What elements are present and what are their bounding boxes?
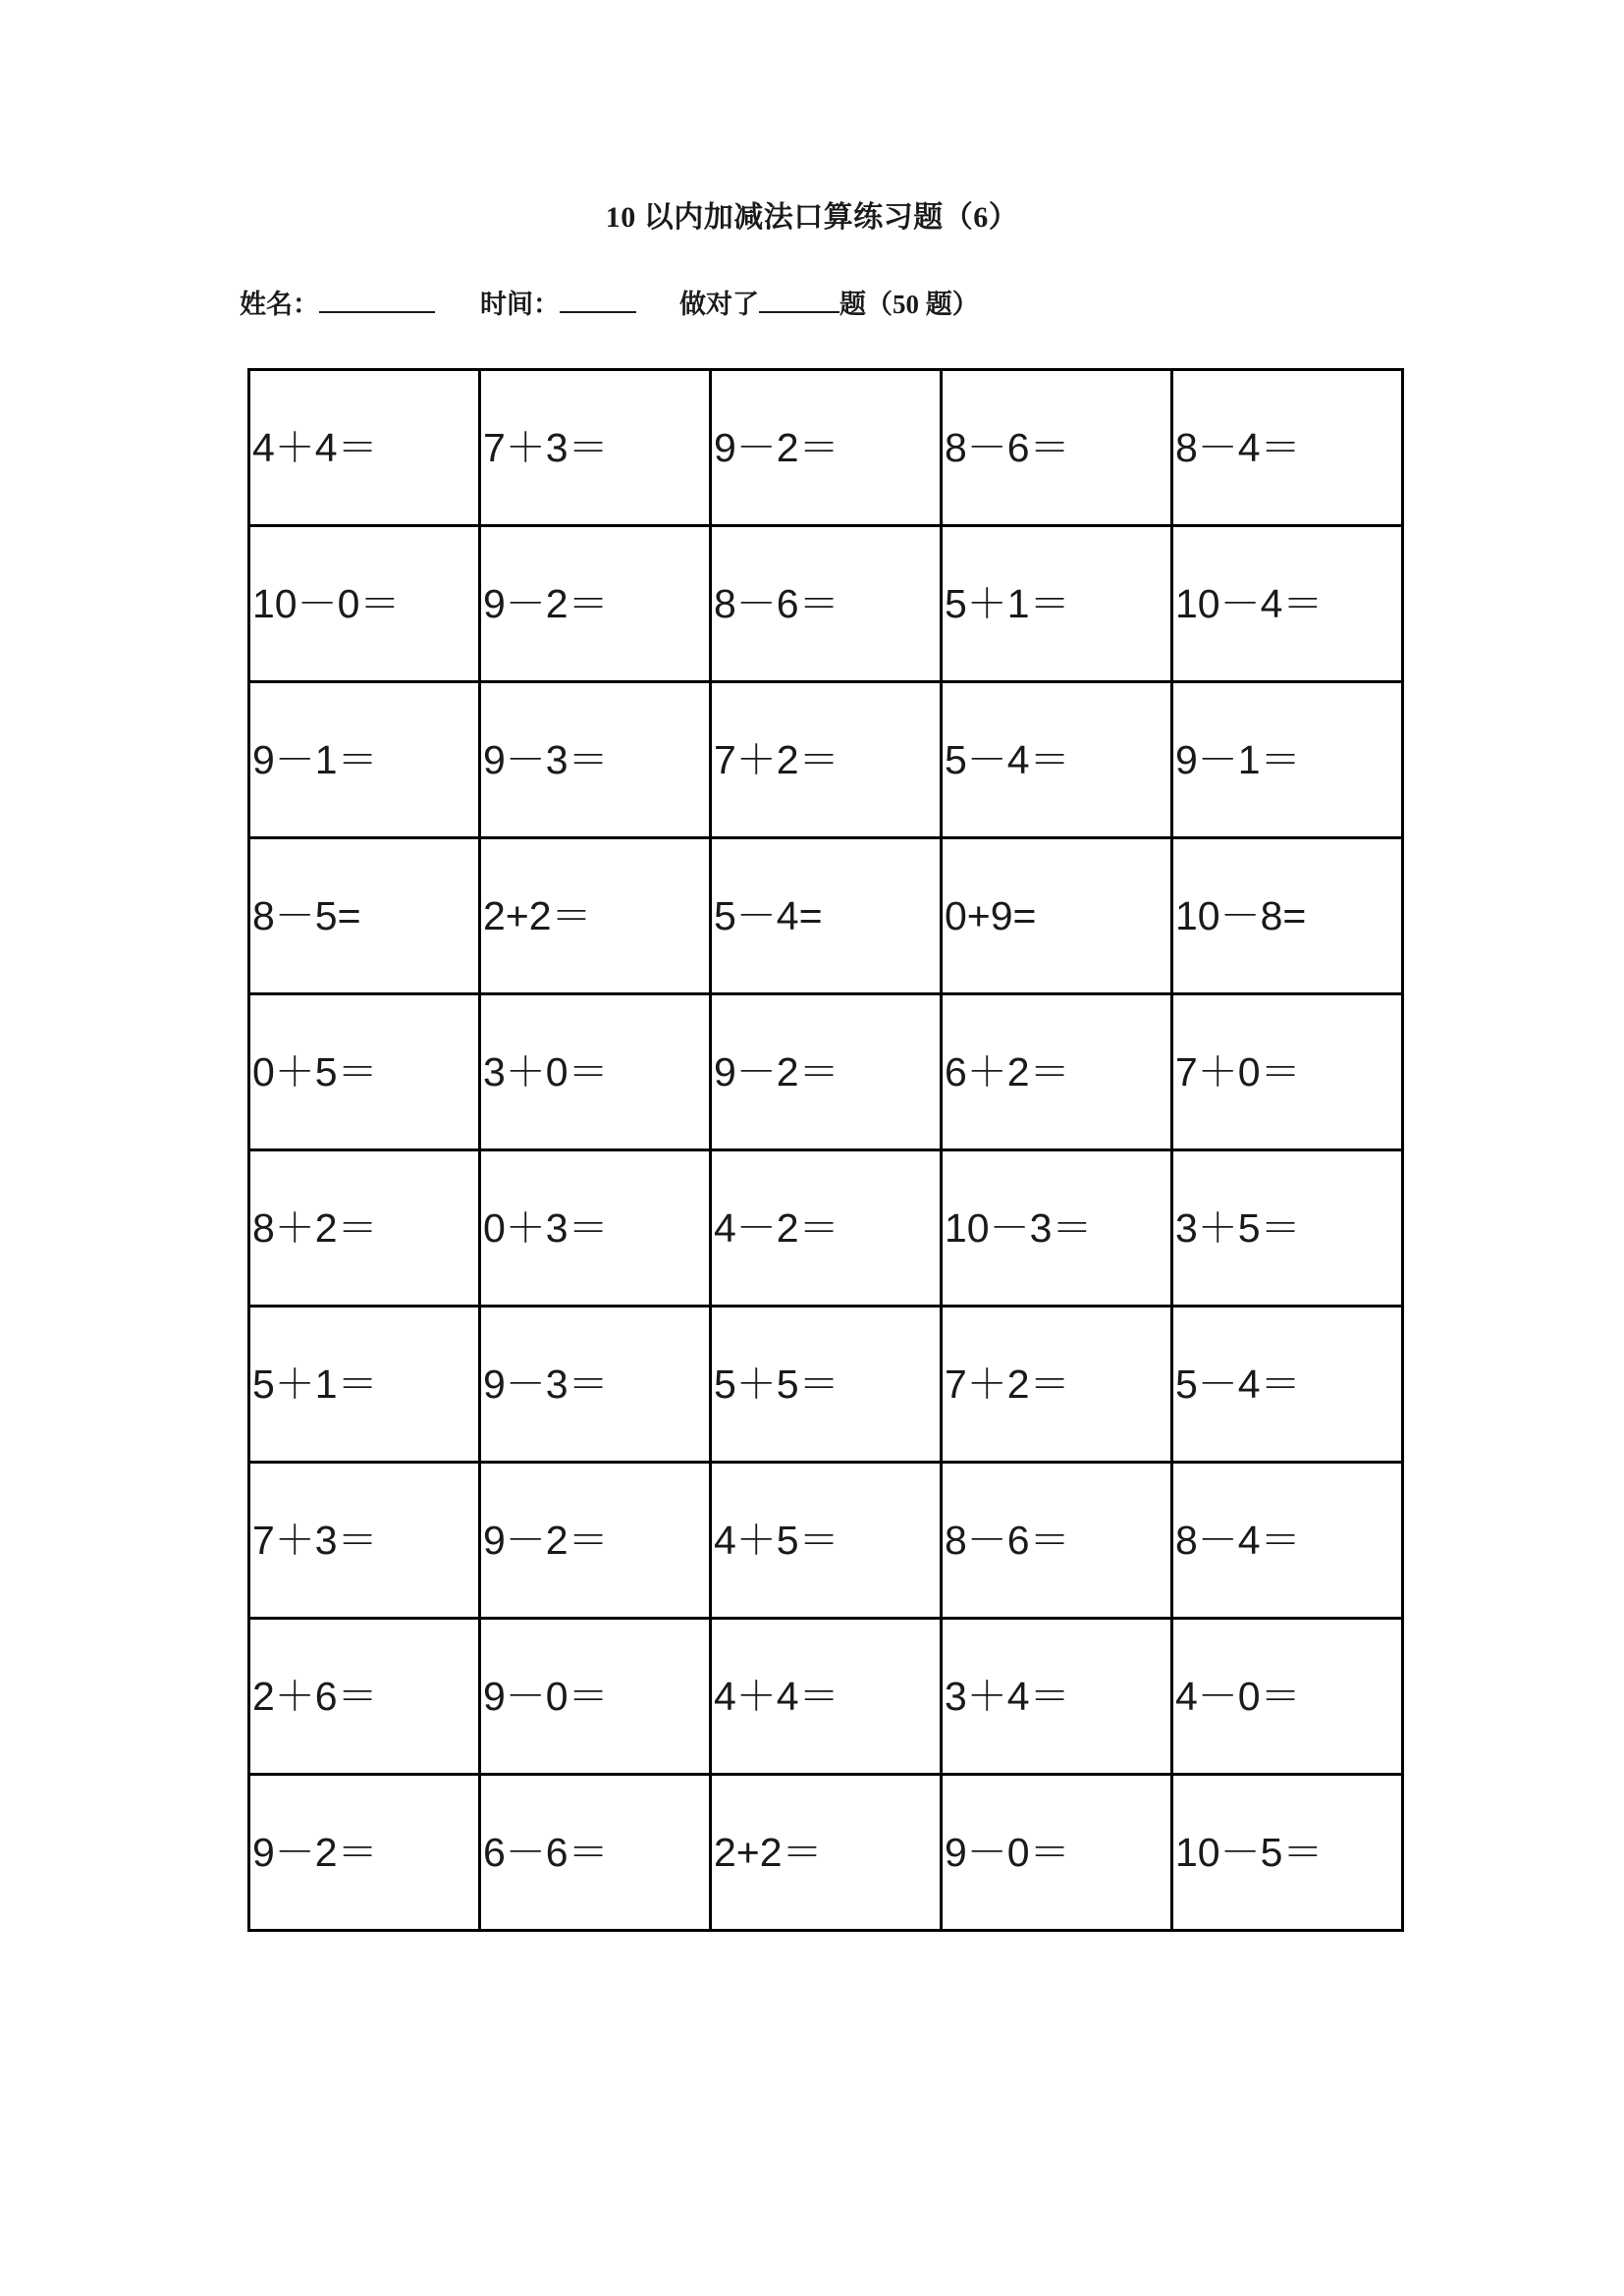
problem-cell[interactable] [480, 1150, 711, 1307]
name-label: 姓名： [240, 290, 319, 319]
problem-row [249, 1775, 1403, 1931]
problem-cell[interactable] [942, 526, 1172, 682]
problem-row [249, 838, 1403, 994]
problem-cell[interactable] [249, 370, 480, 526]
problem-expression: 4＋5＝ [714, 1517, 839, 1563]
problem-cell[interactable] [711, 370, 942, 526]
problem-expression: 8－5= [252, 892, 361, 938]
problem-expression: 9－2＝ [483, 580, 609, 626]
problem-cell[interactable] [249, 1307, 480, 1463]
problem-expression: 0＋3＝ [483, 1204, 609, 1251]
problem-cell[interactable] [942, 1463, 1172, 1619]
problem-cell[interactable] [480, 1619, 711, 1775]
problem-cell[interactable] [249, 1150, 480, 1307]
problem-expression: 5－4= [714, 892, 823, 938]
problem-cell[interactable] [711, 1775, 942, 1931]
problem-expression: 4－0＝ [1175, 1673, 1301, 1719]
problem-cell[interactable] [1172, 994, 1403, 1150]
problem-cell[interactable] [249, 838, 480, 994]
problem-cell[interactable] [942, 1307, 1172, 1463]
problem-cell[interactable] [1172, 838, 1403, 994]
problem-cell[interactable] [480, 526, 711, 682]
problem-expression: 7＋2＝ [945, 1361, 1070, 1407]
problem-cell[interactable] [480, 682, 711, 838]
problem-expression: 9－0＝ [483, 1673, 609, 1719]
problem-expression: 9－2＝ [483, 1517, 609, 1563]
problem-expression: 5－4＝ [945, 736, 1070, 782]
problem-expression: 9－2＝ [714, 424, 839, 470]
problem-cell[interactable] [942, 994, 1172, 1150]
total-problems-note: （50 题） [866, 290, 979, 319]
problem-expression: 2＋6＝ [252, 1673, 378, 1719]
problem-cell[interactable] [480, 370, 711, 526]
correct-count-label: 做对了 [679, 290, 759, 319]
problem-cell[interactable] [249, 1463, 480, 1619]
problem-cell[interactable] [711, 994, 942, 1150]
page-title: 10 以内加减法口算练习题（6） [605, 201, 1019, 234]
problem-cell[interactable] [711, 682, 942, 838]
problem-expression: 8－6＝ [714, 580, 839, 626]
name-input-blank[interactable] [319, 284, 435, 313]
problem-cell[interactable] [249, 682, 480, 838]
problem-row [249, 682, 1403, 838]
problem-expression: 7＋3＝ [252, 1517, 378, 1563]
problem-cell[interactable] [480, 838, 711, 994]
problem-cell[interactable] [711, 1619, 942, 1775]
problem-expression: 9－2＝ [714, 1048, 839, 1095]
problem-expression: 6－6＝ [483, 1829, 609, 1875]
problem-expression: 7＋2＝ [714, 736, 839, 782]
problem-cell[interactable] [711, 1463, 942, 1619]
problem-expression: 9－3＝ [483, 1361, 609, 1407]
problem-expression: 5－4＝ [1175, 1361, 1301, 1407]
problem-row [249, 370, 1403, 526]
problem-expression: 3＋5＝ [1175, 1204, 1301, 1251]
problem-cell[interactable] [1172, 1150, 1403, 1307]
problem-expression: 3＋4＝ [945, 1673, 1070, 1719]
problem-cell[interactable] [1172, 526, 1403, 682]
problem-expression: 2+2＝ [714, 1829, 823, 1875]
problem-expression: 10－3＝ [945, 1204, 1093, 1251]
problem-cell[interactable] [480, 1307, 711, 1463]
problem-expression: 8－6＝ [945, 424, 1070, 470]
problem-expression: 8－4＝ [1175, 1517, 1301, 1563]
problem-cell[interactable] [1172, 1307, 1403, 1463]
problem-expression: 2+2＝ [483, 892, 592, 938]
problem-expression: 10－4＝ [1175, 580, 1324, 626]
problem-cell[interactable] [942, 1619, 1172, 1775]
problem-cell[interactable] [249, 1775, 480, 1931]
problem-expression: 9－1＝ [252, 736, 378, 782]
problem-expression: 8－6＝ [945, 1517, 1070, 1563]
problem-cell[interactable] [1172, 1463, 1403, 1619]
student-info-line [240, 283, 1418, 321]
problem-cell[interactable] [1172, 682, 1403, 838]
problem-expression: 5＋1＝ [252, 1361, 378, 1407]
problem-expression: 9－1＝ [1175, 736, 1301, 782]
problem-cell[interactable] [480, 994, 711, 1150]
problem-grid-body [249, 370, 1403, 1931]
problem-cell[interactable] [480, 1463, 711, 1619]
problem-expression: 5＋1＝ [945, 580, 1070, 626]
problem-expression: 3＋0＝ [483, 1048, 609, 1095]
problem-cell[interactable] [249, 1619, 480, 1775]
problem-expression: 6＋2＝ [945, 1048, 1070, 1095]
time-input-blank[interactable] [560, 284, 636, 313]
problem-row [249, 526, 1403, 682]
problem-expression: 4＋4＝ [252, 424, 378, 470]
problem-expression: 10－5＝ [1175, 1829, 1324, 1875]
problem-expression: 9－2＝ [252, 1829, 378, 1875]
problem-cell[interactable] [249, 526, 480, 682]
correct-count-unit: 题 [839, 290, 866, 319]
problem-cell[interactable] [711, 1150, 942, 1307]
problem-expression: 5＋5＝ [714, 1361, 839, 1407]
problem-expression: 9－3＝ [483, 736, 609, 782]
problem-expression: 8－4＝ [1175, 424, 1301, 470]
problem-cell[interactable] [480, 1775, 711, 1931]
time-label: 时间： [480, 290, 560, 319]
problem-cell[interactable] [942, 370, 1172, 526]
problem-cell[interactable] [249, 994, 480, 1150]
problem-cell[interactable] [942, 838, 1172, 994]
problem-expression: 9－0＝ [945, 1829, 1070, 1875]
problem-expression: 8＋2＝ [252, 1204, 378, 1251]
problem-cell[interactable] [942, 682, 1172, 838]
problem-expression: 0+9= [945, 892, 1037, 938]
problem-cell[interactable] [1172, 1775, 1403, 1931]
problem-cell[interactable] [711, 1307, 942, 1463]
problem-row [249, 1619, 1403, 1775]
problem-expression: 4－2＝ [714, 1204, 839, 1251]
correct-count-blank[interactable] [759, 284, 839, 313]
problem-expression: 10－0＝ [252, 580, 401, 626]
problem-cell[interactable] [711, 526, 942, 682]
problem-row [249, 994, 1403, 1150]
problem-row [249, 1307, 1403, 1463]
problem-cell[interactable] [711, 838, 942, 994]
problem-cell[interactable] [1172, 1619, 1403, 1775]
problem-expression: 4＋4＝ [714, 1673, 839, 1719]
problem-row [249, 1463, 1403, 1619]
problem-cell[interactable] [942, 1775, 1172, 1931]
problem-row [249, 1150, 1403, 1307]
problem-cell[interactable] [942, 1150, 1172, 1307]
problem-expression: 7＋0＝ [1175, 1048, 1301, 1095]
problem-expression: 7＋3＝ [483, 424, 609, 470]
problem-grid [247, 368, 1404, 1932]
problem-expression: 10－8= [1175, 892, 1307, 938]
problem-expression: 0＋5＝ [252, 1048, 378, 1095]
problem-cell[interactable] [1172, 370, 1403, 526]
